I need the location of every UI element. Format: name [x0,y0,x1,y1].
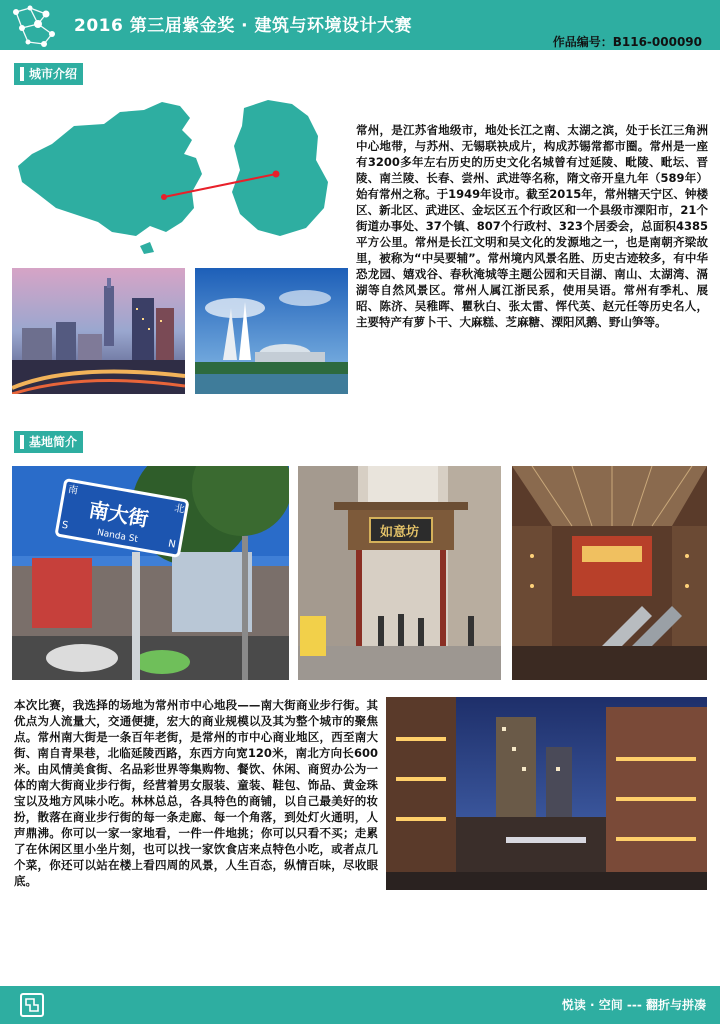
gate-street-photo [298,466,501,680]
street-sign-photo [12,466,289,680]
section-label: 城市介绍 [29,67,78,81]
sign-south: S [60,519,70,532]
section-label: 基地简介 [29,435,78,449]
city-description: 常州，是江苏省地级市，地处长江之南、太湖之滨，处于长江三角洲中心地带，与苏州、无锡联袂成片，构成苏锡常都市圈。常州是一座有3200多年左右历史的历史文化名城曾有过延陵、毗陵、毗坛、晋陵、南兰陵、长春、尝州、武进等名称，隋文帝开皇九年（589年）始有常州之称。于1949年设市。截至2015年，常州辖天宁区、钟楼区、新北区、武进区、金坛区五个行政区和一个县级市溧阳市，21个街道办事处、37个镇、807个行政村、323个居委会，总面积4385平方公里。常州是长江文明和吴文化的发源地之一，也是南朝齐梁故里，被称为“中吴要辅”。常州境内风景名胜、历史古迹较多，有中华恐龙园、嬉戏谷、春秋淹城等主题公园和天目湖、南山、太湖湾、滆湖等自然风景区。常州人属江浙民系，使用吴语。常州有季札、展昭、陈济、吴稚晖、瞿秋白、张太雷、恽代英、赵元任等历史名人，主要特产有萝卜干、大麻糕、芝麻糖、溧阳风鹅、野山笋等。 [356,123,708,329]
page-title: 2016 第三届紫金奖 · 建筑与环境设计大赛 [74,16,413,36]
work-number: 作品编号：B116-000090 [552,35,702,49]
network-logo-icon [8,2,66,50]
night-street-photo [386,697,707,890]
mall-atrium-photo [512,466,707,680]
gate-plaque: 如意坊 [380,525,420,540]
section-header-site-intro [14,431,83,453]
sign-pinyin: Nanda St [96,527,139,545]
footer-text: 悦读 · 空间 --- 翻折与拼凑 [561,998,706,1012]
footer-bar [0,986,720,1024]
section-marker-icon [20,67,24,81]
section-header-city-intro [14,63,83,85]
sign-north: N [167,538,177,551]
city-skyline-photo [12,268,185,394]
china-map-image [12,96,348,258]
sign-street-name: 南大街 [86,497,151,532]
sign-south-cn: 南 [67,484,79,497]
site-description: 本次比赛，我选择的场地为常州市中心地段——南大街商业步行街。其优点为人流量大，交通便捷，宏大的商业规模以及其为整个城市的聚焦点。常州南大街是一条百年老街，是常州的市中心商业地区，西至南大街、南自青果巷，北临延陵西路，东西方向宽120米，南北方向长600米。由风情美食街、名品彩世界等集购物、餐饮、休闲、商贸办公为一体的南大街商业步行街，经营着男女服装、童装、鞋包、饰品、黄金珠宝以及地方风味小吃。林林总总，各具特色的商铺，以自己最美好的妆扮，散落在商业步行街的每一条走廊、每一个角落，到处灯火通明，人声鼎沸。你可以一家一家地看，一件一件地挑；你可以只看不买；走累了在休闲区里小坐片刻，也可以找一家饮食店来点特色小吃，或者点几个菜，你还可以站在楼上看四周的风景，人生百态，纵情百味，尽收眼底。 [14,698,378,888]
sign-north-cn: 北 [173,503,186,516]
fold-logo-icon [20,993,44,1017]
section-marker-icon [20,435,24,449]
landmark-photo [195,268,348,394]
